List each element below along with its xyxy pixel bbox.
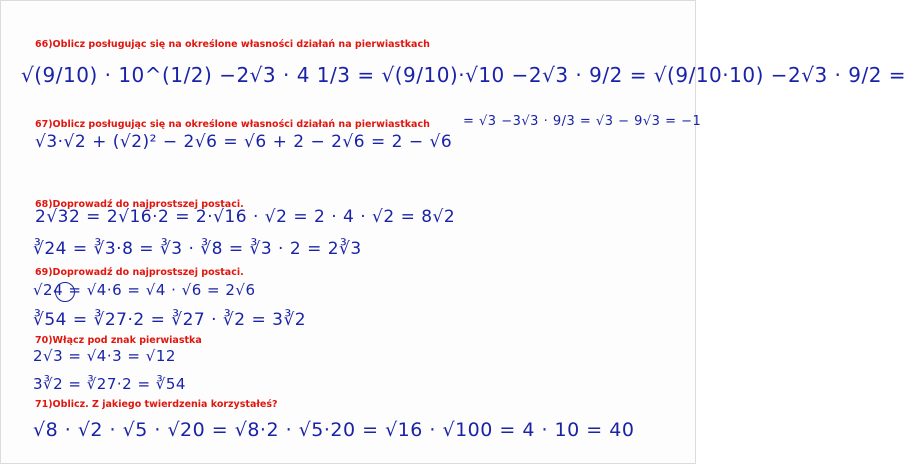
task-70-solution-line-1: 2√3 = √4·3 = √12	[33, 347, 176, 365]
task-67-heading: 67)Oblicz posługując się na określone własności działań na pierwiastkach	[35, 119, 430, 130]
task-69-heading: 69)Doprowadź do najprostszej postaci.	[35, 267, 244, 278]
task-71-heading: 71)Oblicz. Z jakiego twierdzenia korzystałeś?	[35, 399, 278, 410]
task-69-solution-line-1: √24 = √4·6 = √4 · √6 = 2√6	[33, 281, 256, 299]
task-68-solution-line-1: 2√32 = 2√16·2 = 2·√16 · √2 = 2 · 4 · √2 = 8√2	[35, 207, 456, 227]
task-66-heading: 66)Oblicz posługując się na określone własności działań na pierwiastkach	[35, 39, 430, 50]
task-69-solution-line-2: ∛54 = ∛27·2 = ∛27 · ∛2 = 3∛2	[33, 310, 307, 330]
task-66-solution-line-1: √(9/10) · 10^(1/2) −2√3 · 4 1/3 = √(9/10)·√10 −2√3 · 9/2 = √(9/10·10) −2√3 · 9/2 =	[21, 63, 906, 87]
task-68-solution-line-2: ∛24 = ∛3·8 = ∛3 · ∛8 = ∛3 · 2 = 2∛3	[33, 239, 362, 259]
task-66-solution-line-2: = √3 −3√3 · 9/3 = √3 − 9√3 = −1	[463, 114, 702, 129]
task-70-solution-line-2: 3∛2 = ∛27·2 = ∛54	[33, 375, 186, 393]
task-71-solution-line-1: √8 · √2 · √5 · √20 = √8·2 · √5·20 = √16 · √100 = 4 · 10 = 40	[33, 419, 635, 441]
task-70-heading: 70)Włącz pod znak pierwiastka	[35, 335, 202, 346]
task-67-solution-line-1: √3·√2 + (√2)² − 2√6 = √6 + 2 − 2√6 = 2 − √6	[35, 132, 453, 152]
task-68-heading: 68)Doprowadź do najprostszej postaci.	[35, 199, 244, 210]
